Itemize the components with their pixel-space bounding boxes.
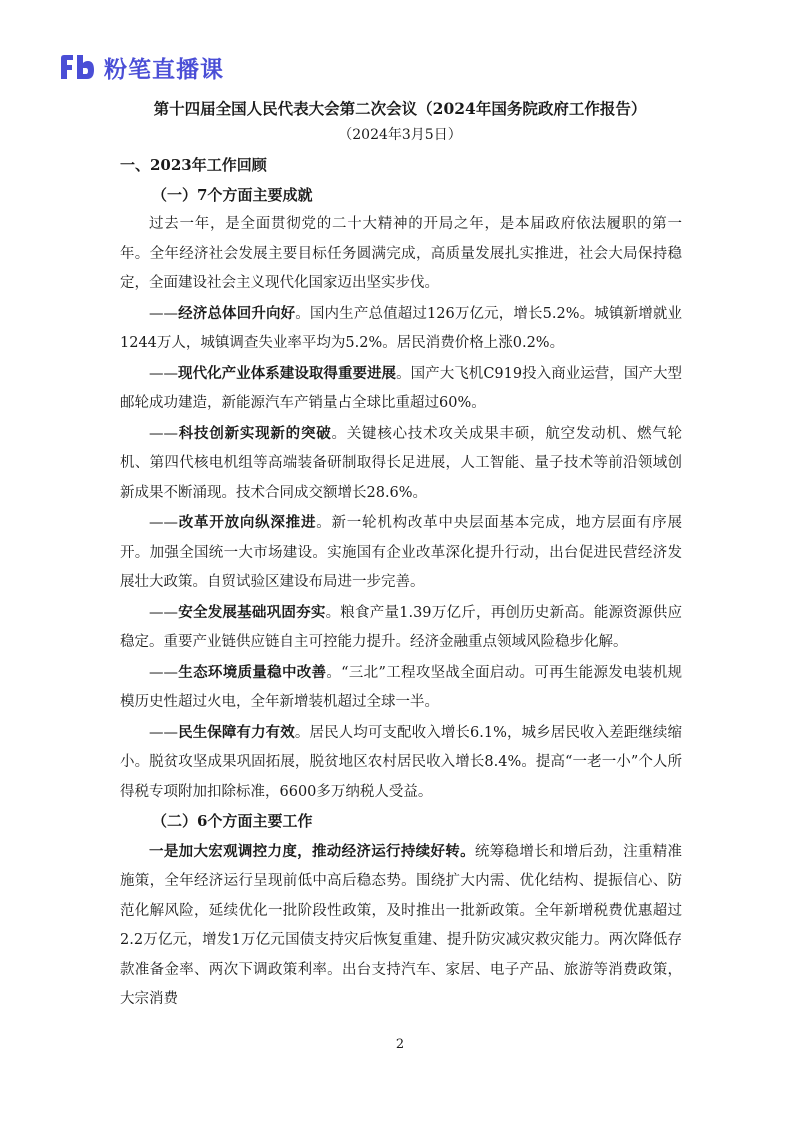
achievement-lead: 科技创新实现新的突破 xyxy=(178,424,332,442)
achievement-lead: 改革开放向纵深推进 xyxy=(178,514,317,531)
work-lead: 一是加大宏观调控力度，推动经济运行持续好转。 xyxy=(149,842,475,860)
achievement-paragraph: ——改革开放向纵深推进。新一轮机构改革中央层面基本完成，地方层面有序展开。加强全国统一大市场建设。实施国有企业改革深化提升行动，出台促进民营经济发展壮大政策。自贸试验区建设布局进一步完善。 xyxy=(120,514,683,590)
achievement-paragraph: ——科技创新实现新的突破。关键核心技术攻关成果丰硕，航空发动机、燃气轮机、第四代核电机组等高端装备研制取得长足进展，人工智能、量子技术等前沿领域创新成果不断涌现。技术合同成交额增长28.6%。 xyxy=(120,424,682,501)
achievement-lead: 经济总体回升向好 xyxy=(178,304,296,322)
achievement-lead: 民生保障有力有效 xyxy=(178,723,295,741)
logo-text: 粉笔直播课 xyxy=(104,56,224,83)
achievement-paragraph: ——生态环境质量稳中改善。“三北”工程攻坚战全面启动。可再生能源发电装机规模历史性超过火电，全年新增装机超过全球一半。 xyxy=(120,663,683,710)
achievement-paragraph: ——安全发展基础巩固夯实。粮食产量1.39万亿斤，再创历史新高。能源资源供应稳定。重要产业链供应链自主可控能力提升。经济金融重点领域风险稳步化解。 xyxy=(120,603,682,650)
brand-logo xyxy=(58,50,224,84)
work-paragraph: 一是加大宏观调控力度，推动经济运行持续好转。统筹稳增长和增后劲，注重精准施策，全年经济运行呈现前低中高后稳态势。围绕扩大内需、优化结构、提振信心、防范化解风险，延续优化一批阶段性政策，及时推出一批新政策。全年新增税费优惠超过2.2万亿元，增发1万亿元国债支持灾后恢复重建、提升防灾减灾救灾能力。两次降低存款准备金率、两次下调政策利率。出台支持汽车、家居、电子产品、旅游等消费政策，大宗消费 xyxy=(120,842,683,1007)
achievement-paragraph: ——民生保障有力有效。居民人均可支配收入增长6.1%，城乡居民收入差距继续缩小。脱贫攻坚成果巩固拓展，脱贫地区农村居民收入增长8.4%。提高“一老一小”个人所得税专项附加扣除标准，6600多万纳税人受益。 xyxy=(120,723,683,800)
achievement-paragraph: ——经济总体回升向好。国内生产总值超过126万亿元，增长5.2%。城镇新增就业1244万人，城镇调查失业率平均为5.2%。居民消费价格上涨0.2%。 xyxy=(120,304,683,351)
achievement-lead: 生态环境质量稳中改善 xyxy=(178,663,327,681)
document-title: 第十四届全国人民代表大会第二次会议（2024年国务院政府工作报告） xyxy=(153,99,647,118)
document-body xyxy=(120,151,682,1015)
achievement-lead: 安全发展基础巩固夯实 xyxy=(178,603,326,621)
achievement-paragraph: ——现代化产业体系建设取得重要进展。国产大飞机C919投入商业运营，国产大型邮轮成功建造，新能源汽车产销量占全球比重超过60%。 xyxy=(120,364,682,411)
subsection-heading: （二）6个方面主要工作 xyxy=(152,812,313,830)
page-number: 2 xyxy=(395,1037,405,1052)
fb-logo-icon xyxy=(58,52,96,82)
intro-paragraph: 过去一年，是全面贯彻党的二十大精神的开局之年，是本届政府依法履职的第一年。全年经济社会发展主要目标任务圆满完成，高质量发展扎实推进，社会大局保持稳定，全面建设社会主义现代化国家迈出坚实步伐。 xyxy=(120,216,682,291)
subsection-heading: （一）7个方面主要成就 xyxy=(152,185,313,204)
document-date: （2024年3月5日） xyxy=(338,127,462,143)
achievement-lead: 现代化产业体系建设取得重要进展 xyxy=(178,364,397,382)
section-heading: 一、2023年工作回顾 xyxy=(120,156,267,174)
